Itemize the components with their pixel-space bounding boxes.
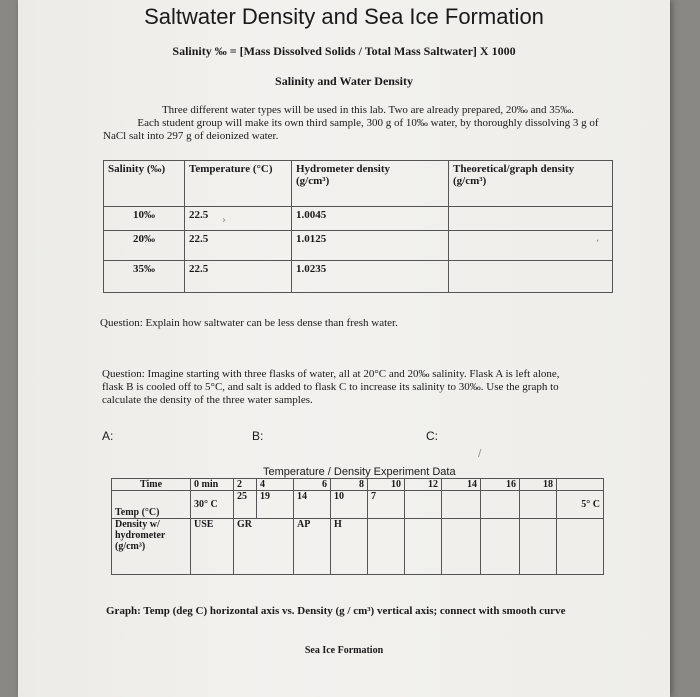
temp-row xyxy=(112,491,604,519)
section-heading: Salinity and Water Density xyxy=(275,74,413,88)
cell-hydrometer: 1.0125 xyxy=(292,231,449,261)
temp-cell: 14 xyxy=(294,491,331,519)
density-cell: H xyxy=(331,519,368,575)
header-hydrometer-line: Hydrometer density xyxy=(296,163,390,175)
time-cell: 0 min xyxy=(191,479,234,491)
density-cell[interactable] xyxy=(405,519,442,575)
temp-cell: 7 xyxy=(368,491,405,519)
answer-label-c: C: xyxy=(426,429,438,443)
density-cell: USE xyxy=(191,519,234,575)
cell-temperature: 22.5 xyxy=(185,207,292,231)
temp-cell: 19 xyxy=(257,491,294,519)
cell-salinity: 10‰ xyxy=(104,207,185,231)
time-cell: 10 xyxy=(368,479,405,491)
cell-theoretical[interactable] xyxy=(449,261,613,293)
cell-salinity: 20‰ xyxy=(104,231,185,261)
density-cell: GR xyxy=(234,519,294,575)
answer-label-b: B: xyxy=(252,429,264,443)
intro-line: Three different water types will be used in this lab. Two are already prepared, 20‰ and 35‰. xyxy=(161,104,575,116)
time-cell xyxy=(557,479,604,491)
question-line: flask B is cooled off to 5°C, and salt is added to flask C to increase its salinity to 30‰. Use the graph to xyxy=(102,381,559,393)
temp-cell[interactable] xyxy=(442,491,481,519)
cell-temperature: 22.5 xyxy=(185,231,292,261)
density-cell[interactable] xyxy=(557,519,604,575)
question-line: Question: Imagine starting with three flasks of water, all at 20°C and 20‰ salinity. Flask A is left alone, xyxy=(102,368,560,380)
time-label: Time xyxy=(112,479,191,491)
header-hydrometer xyxy=(292,161,449,207)
cell-hydrometer: 1.0235 xyxy=(292,261,449,293)
header-temperature: Temperature (°C) xyxy=(185,161,292,207)
intro-paragraph xyxy=(98,104,638,143)
temp-cell: 30° C xyxy=(191,491,234,519)
pencil-mark-icon: › xyxy=(222,215,226,226)
density-cell: AP xyxy=(294,519,331,575)
density-row xyxy=(112,519,604,575)
density-cell[interactable] xyxy=(520,519,557,575)
time-cell: 6 xyxy=(294,479,331,491)
density-cell[interactable] xyxy=(442,519,481,575)
experiment-title: Temperature / Density Experiment Data xyxy=(263,466,456,478)
header-theoretical-line: Theoretical/graph density xyxy=(453,163,575,175)
density-label-line: hydrometer xyxy=(115,530,166,541)
density-label-line: (g/cm³) xyxy=(115,541,146,552)
time-cell: 8 xyxy=(331,479,368,491)
pencil-mark-icon: / xyxy=(478,448,482,459)
time-cell: 12 xyxy=(405,479,442,491)
time-row xyxy=(112,479,604,491)
question-line: calculate the density of the three water samples. xyxy=(102,394,313,406)
next-section-heading: Sea Ice Formation xyxy=(304,645,384,656)
density-cell[interactable] xyxy=(368,519,405,575)
question-flasks xyxy=(102,368,642,407)
cell-salinity: 35‰ xyxy=(104,261,185,293)
temp-cell[interactable] xyxy=(520,491,557,519)
table-row xyxy=(104,207,613,231)
header-hydrometer-unit: (g/cm³) xyxy=(296,175,330,187)
question-saltwater-density: Question: Explain how saltwater can be less dense than fresh water. xyxy=(100,317,398,329)
density-label xyxy=(112,519,191,575)
table-row xyxy=(104,261,613,293)
cell-hydrometer: 1.0045 xyxy=(292,207,449,231)
header-theoretical xyxy=(449,161,613,207)
answer-label-a: A: xyxy=(102,429,114,443)
intro-line: NaCl salt into 297 g of deionized water. xyxy=(103,130,279,142)
density-table xyxy=(103,160,613,293)
header-theoretical-unit: (g/cm³) xyxy=(453,175,487,187)
time-cell: 4 xyxy=(257,479,294,491)
temp-cell: 25 xyxy=(234,491,257,519)
cell-theoretical[interactable] xyxy=(449,231,613,261)
salinity-formula: Salinity ‰ = [Mass Dissolved Solids / Total Mass Saltwater] X 1000 xyxy=(172,44,516,58)
cell-temperature: 22.5 xyxy=(185,261,292,293)
density-cell[interactable] xyxy=(481,519,520,575)
density-label-line: Density w/ xyxy=(115,519,160,530)
experiment-table xyxy=(111,478,604,575)
time-cell: 16 xyxy=(481,479,520,491)
temp-cell: 10 xyxy=(331,491,368,519)
time-cell: 14 xyxy=(442,479,481,491)
pencil-mark-icon: , xyxy=(596,233,600,244)
table-header-row xyxy=(104,161,613,207)
time-cell: 18 xyxy=(520,479,557,491)
graph-instructions: Graph: Temp (deg C) horizontal axis vs. Density (g / cm³) vertical axis; connect with smooth curve xyxy=(106,605,566,617)
temp-label: Temp (°C) xyxy=(112,491,191,519)
time-cell: 2 xyxy=(234,479,257,491)
worksheet-page xyxy=(18,0,670,697)
intro-line: Each student group will make its own third sample, 300 g of 10‰ water, by thoroughly dissolving 3 g of xyxy=(137,117,599,129)
page-title: Saltwater Density and Sea Ice Formation xyxy=(144,4,544,29)
temp-cell[interactable] xyxy=(405,491,442,519)
table-row xyxy=(104,231,613,261)
temp-cell: 5° C xyxy=(557,491,604,519)
temp-cell[interactable] xyxy=(481,491,520,519)
cell-theoretical[interactable] xyxy=(449,207,613,231)
header-salinity: Salinity (‰) xyxy=(104,161,185,207)
